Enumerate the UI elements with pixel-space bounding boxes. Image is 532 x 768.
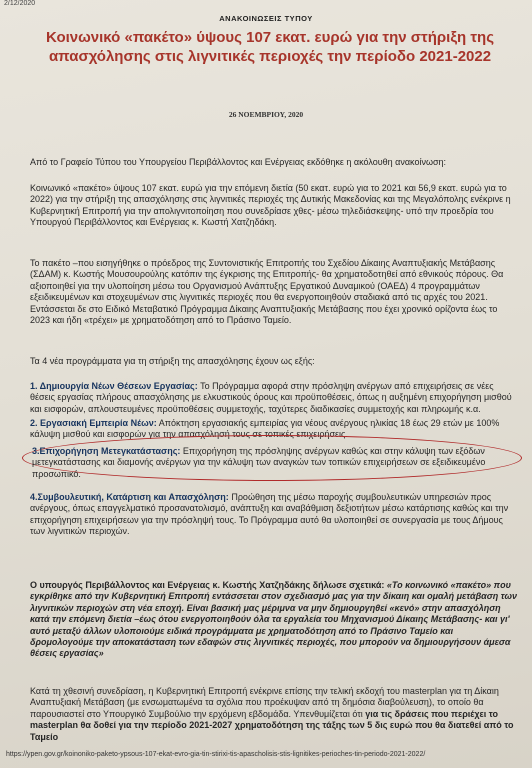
program-3-heading: 3.Επιχορήγηση Μετεγκατάστασης: bbox=[32, 446, 181, 456]
paragraph-2: Το πακέτο –που εισηγήθηκε ο πρόεδρος της Συντονιστικής Επιτροπής του Σχεδίου Δίκαιης Αναπτυξιακής Μετάβασης (ΣΔΑΜ) κ. Κωστής Μουσουρούλης κατόπιν της έγκρισης της Επιτροπής- θα χρηματοδοτηθεί από εθνικούς πόρους. Θα αξιοποιηθεί για την υλοποίηση μέσω του Οργανισμού Ανάπτυξης Εργατικού Δυναμικού (ΟΑΕΔ) 4 προγραμμάτων εξειδικευμένων και στοχευμένων στις λιγνιτικές περιοχές που θα ενεργοποιηθούν σταδιακά από τις αρχές του 2021. Εντάσσεται δε στο Ειδικό Μεταβατικό Πρόγραμμα Δίκαιης Αναπτυξιακής Μετάβασης που έχει χρονικό ορίζοντα έως το 2023 και ήδη «τρέχει» με χρηματοδότηση από το Πράσινο Ταμείο. bbox=[30, 258, 504, 326]
program-3-body: Επιχορήγηση της πρόσληψης ανέργων καθώς και στην κάλυψη των εξόδων μετεγκατάστασης και διαμονής ανέργων για την κάλυψη των αναγκών των τοπικών επιχειρήσεων σε εξειδικευμένο προσωπικό. bbox=[32, 446, 486, 479]
program-1-heading: 1. Δημιουργία Νέων Θέσεων Εργασίας: bbox=[30, 381, 198, 391]
final-paragraph-emphasis: για τις δράσεις που περιέχει το masterplan θα δοθεί για την περίοδο 2021-2027 χρηματοδότηση της τάξης των 5 δις ευρώ που θα διατεθεί από το Ταμείο bbox=[30, 708, 514, 742]
footer-url: https://ypen.gov.gr/koinoniko-paketo-ypsous-107-ekat-evro-gia-tin-stirixi-tis-apascholisis-stis-lignitikes-perioches-tin-periodo-2021-2022/ bbox=[6, 751, 426, 758]
publication-date: 26 ΝΟΕΜΒΡΙΟΥ, 2020 bbox=[228, 110, 304, 119]
program-4-heading: 4.Συμβουλευτική, Κατάρτιση και Απασχόληση: bbox=[30, 492, 229, 502]
final-paragraph-text: Κατά τη χθεσινή συνεδρίαση, η Κυβερνητική Επιτροπή ενέκρινε επίσης την τελική εκδοχή του masterplan για τη Δίκαιη Αναπτυξιακή Μετάβαση (με ενσωματωμένα τα σχόλια που προέκυψαν από τη δημόσια διαβούλευση), το οποίο θα παρουσιαστεί στο Υπουργικό Συμβούλιο την ερχόμενη εβδομάδα. Υπενθυμίζεται ότι bbox=[30, 686, 499, 719]
program-1-body: Το Πρόγραμμα αφορά στην πρόσληψη ανέργων από επιχειρήσεις σε νέες θέσεις εργασίας πλήρους απασχόλησης με ελκυστικούς όρους και προϋποθέσεις, όπως η αυξημένη επιχορήγηση μισθού και εισφορών, απλουστευμένες προϋποθέσεις συμμετοχής, ταχύτερες διαδικασίες συμμετοχής και πληρωμής κ.α. bbox=[30, 381, 512, 414]
page-title: Κοινωνικό «πακέτο» ύψους 107 εκατ. ευρώ για την στήριξη της απασχόλησης στις λιγνιτικές περιοχές την περίοδο 2021-2022 bbox=[45, 29, 495, 65]
program-4-body: Προώθηση της μέσω παροχής συμβουλευτικών υπηρεσιών προς ανέργους, όπως επαγγελματικό προσανατολισμό, ανάπτυξη και αναβάθμιση δεξιοτήτων μέσω κατάρτισης καθώς και την επιχορήγηση επιχειρήσεων για την πρόσληψή τους. Το Πρόγραμμα αυτό θα υλοποιηθεί σε συνεργασία με τους Δήμους των λιγνιτικών περιοχών. bbox=[30, 492, 509, 537]
program-3 bbox=[32, 446, 508, 480]
final-paragraph bbox=[30, 686, 518, 743]
paragraph-3: Τα 4 νέα προγράμματα για τη στήριξη της απασχόλησης έχουν ως εξής: bbox=[30, 356, 315, 366]
minister-quote bbox=[30, 580, 518, 660]
section-label: ΑΝΑΚΟΙΝΩΣΕΙΣ ΤΥΠΟΥ bbox=[219, 14, 313, 23]
intro-paragraph: Από το Γραφείο Τύπου του Υπουργείου Περιβάλλοντος και Ενέργειας εκδόθηκε η ακόλουθη ανακοίνωση: bbox=[30, 157, 447, 167]
quote-heading: Ο υπουργός Περιβάλλοντος και Ενέργειας κ. Κωστής Χατζηδάκης δήλωσε σχετικά: bbox=[30, 580, 385, 590]
quote-body: «Το κοινωνικό «πακέτο» που εγκρίθηκε από την Κυβερνητική Επιτροπή εντάσσεται στον σχεδιασμό μας για την δίκαιη και ομαλή μετάβαση των λιγνιτικών περιοχών στη νέα εποχή. Είναι βασική μας μέριμνα να μην δημιουργηθεί «κενό» στην απασχόληση κατά την επόμενη διετία –έως ότου ενεργοποιηθούν όλα τα εργαλεία του Μηχανισμού Δίκαιης Μετάβασης- και γι' αυτό μεταξύ άλλων υλοποιούμε ειδικά προγράμματα με χρηματοδότηση από το Πράσινο Ταμείο και δρομολογούμε την αποκατάσταση των εδαφών στις λιγνιτικές περιοχές, που μπορούν να δημιουργήσουν άμεσα θέσεις εργασίας» bbox=[30, 580, 518, 659]
program-1 bbox=[30, 381, 518, 415]
program-2-body: Απόκτηση εργασιακής εμπειρίας για νέους ανέργους ηλικίας 18 έως 29 ετών με 100% κάλυψη μισθού και εισφορών για την απασχόλησή τους σε τοπικές επιχειρήσεις. bbox=[30, 418, 500, 440]
paragraph-1: Κοινωνικό «πακέτο» ύψους 107 εκατ. ευρώ για την επόμενη διετία (50 εκατ. ευρώ για το 2021 και 56,9 εκατ. ευρώ για το 2022) για την στήριξη της απασχόλησης στις λιγνιτικές περιοχές της Δυτικής Μακεδονίας και της Μεγαλόπολης ενέκρινε η Κυβερνητική Επιτροπή για την απολιγνιτοποίηση που συνεδρίασε χθες- μέσω τηλεδιάσκεψης- υπό την προεδρία του Υπουργού Περιβάλλοντος και Ενέργειας κ. Κωστή Χατζηδάκη. bbox=[30, 183, 511, 228]
print-date-stamp: 2/12/2020 bbox=[4, 0, 36, 7]
program-2-heading: 2. Εργασιακή Εμπειρία Νέων: bbox=[30, 418, 157, 428]
program-4 bbox=[30, 492, 518, 538]
